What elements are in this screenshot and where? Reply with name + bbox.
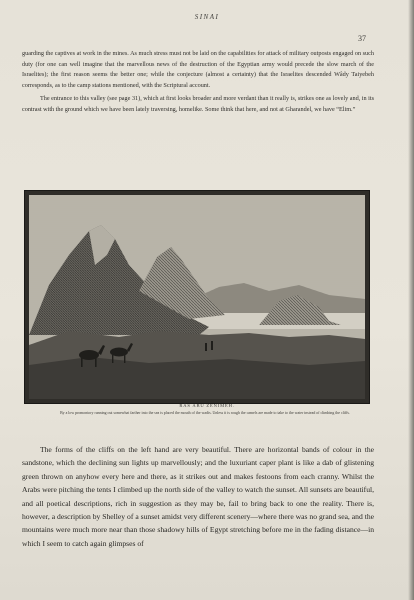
- engraving-image: [29, 195, 365, 399]
- engraving-illustration: [24, 190, 370, 404]
- paragraph: guarding the captives at work in the mines. As much stress must not be laid on the capabilities for attack of military outposts engaged on such duty (for one can well imagine that the marvellous news of the destruction of the Egyptian army would precede the slow march of the Israelites); the first reason seems the better one; while the conjecture (almost a certainty) that the Israelites descended Wâdy Taiyebeh corresponds, as to the camp stations mentioned, with the Scriptural account.: [22, 50, 374, 89]
- paragraph: The entrance to this valley (see page 31), which at first looks broader and more verdant than it really is, strikes one as lovely and, in its contrast with the ground which we have been lately traversing, homelike. Some think that here, and not at Gharandel, we have “Elim.”: [22, 95, 374, 113]
- page-number: 37: [358, 34, 366, 43]
- running-head: SINAI: [194, 13, 220, 21]
- body-text-bottom: [22, 440, 374, 550]
- figure-title: RÂS ABU ZENIMEH.: [179, 403, 235, 408]
- paragraph: The forms of the cliffs on the left hand are very beautiful. There are horizontal bands of colour in the sandstone, which the declining sun lights up marvellously; and the luxuriant caper plant is like a dab of glistening green thrown on anyhow every here and there, as it strikes out and makes festoons from each cranny. Whilst the Arabs were pitching the tents I climbed up the north side of the valley to watch the sunset. All sunsets are beautiful, and all poetical descriptions, rich in suggestion as they may be, fail to bring back to one the reality. There is, however, a description by Shelley of a sunset amidst very different scenery—where there was no grand sea, and the mountains were much more near than those shadowy hills of Egypt stretching before me in the fading distance—in which I seem to catch again glimpses of: [22, 445, 374, 548]
- body-text-top: [22, 49, 374, 116]
- figure-caption: By a low promontory running out somewhat farther into the sea is placed the mouth of the wadis. Unless it is rough the camels are made to take to the water instead of climbing the cliffs.: [60, 411, 350, 415]
